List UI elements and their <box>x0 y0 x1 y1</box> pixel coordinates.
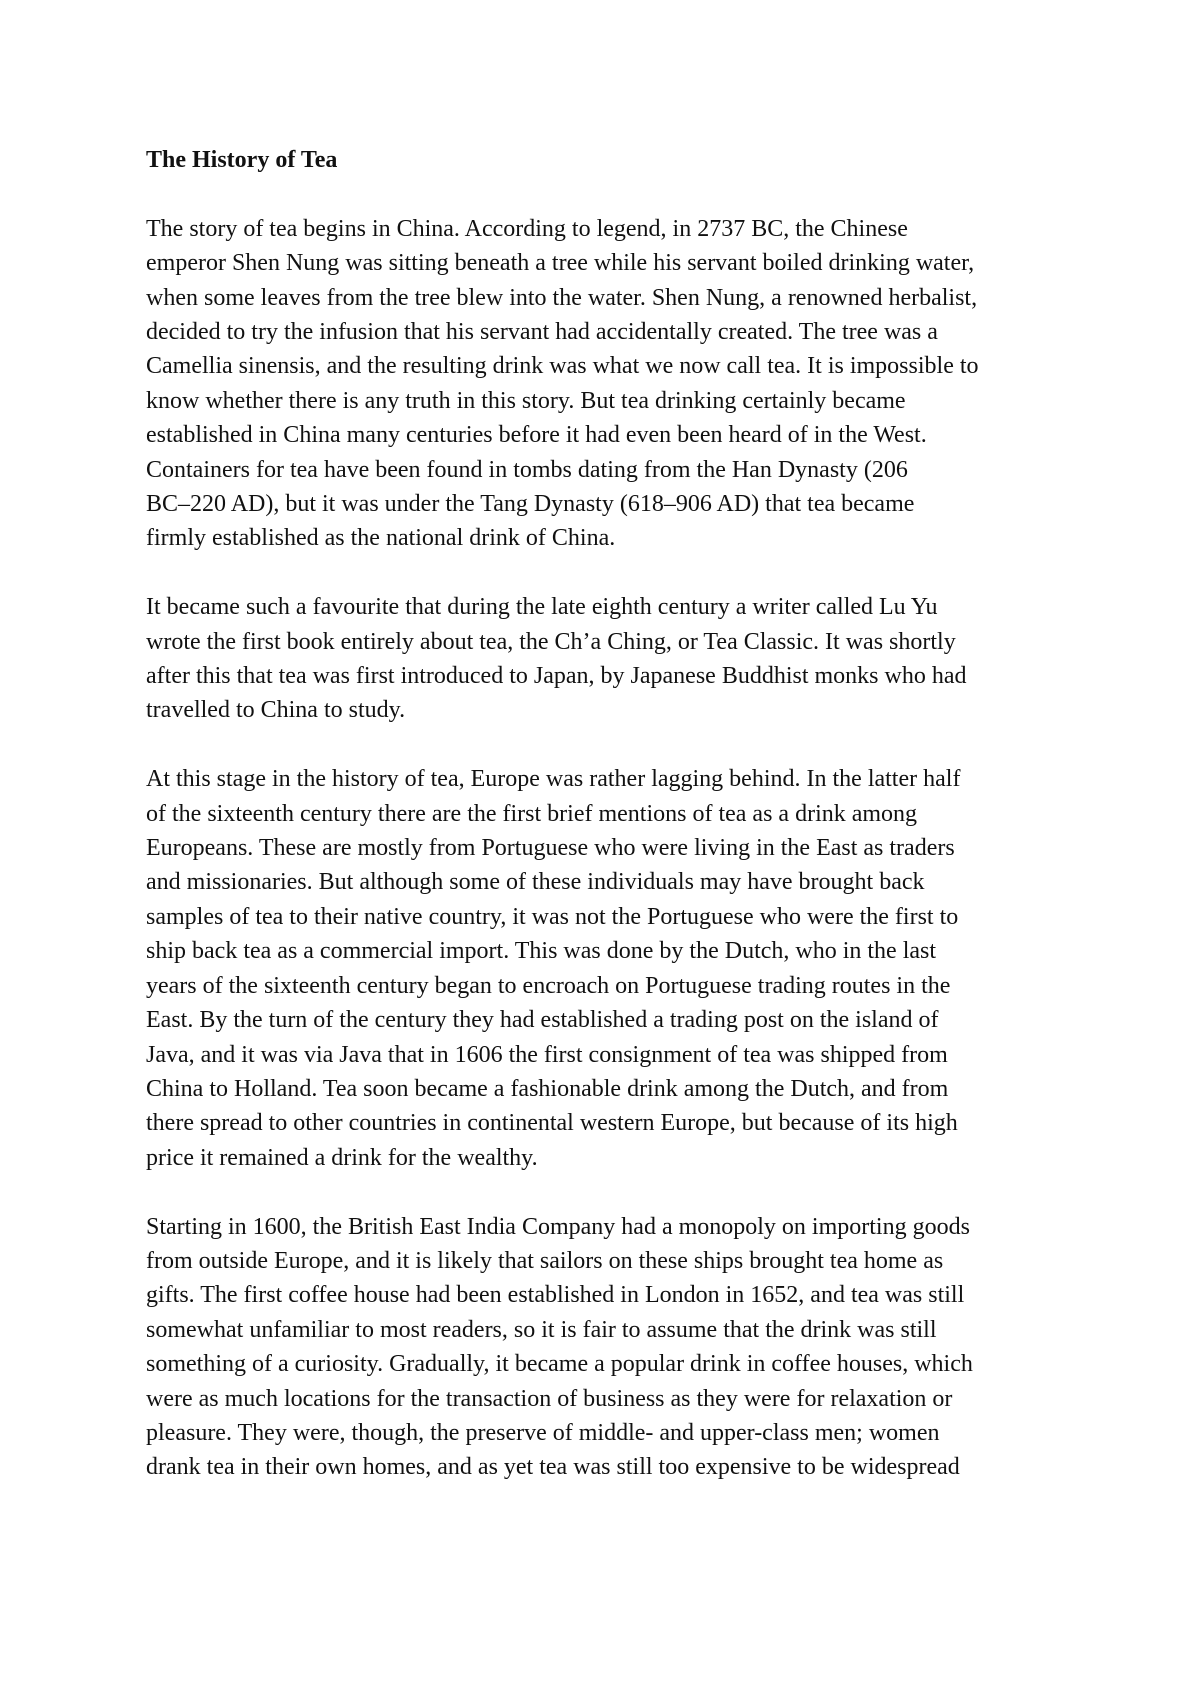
text-line: Java, and it was via Java that in 1606 the first consignment of tea was shipped from <box>146 1041 948 1068</box>
text-line: Camellia sinensis, and the resulting drink was what we now call tea. It is impossible to <box>146 353 979 380</box>
document-title: The History of Tea <box>146 147 338 173</box>
text-line: China to Holland. Tea soon became a fashionable drink among the Dutch, and from <box>146 1075 949 1102</box>
text-line: established in China many centuries before it had even been heard of in the West. <box>146 422 927 449</box>
text-line: travelled to China to study. <box>146 697 406 724</box>
text-line: years of the sixteenth century began to encroach on Portuguese trading routes in the <box>146 972 951 999</box>
text-line: ship back tea as a commercial import. This was done by the Dutch, who in the last <box>146 938 937 965</box>
text-line: It became such a favourite that during the late eighth century a writer called Lu Yu <box>146 594 938 621</box>
text-line: drank tea in their own homes, and as yet tea was still too expensive to be widespread <box>146 1454 960 1481</box>
text-line: after this that tea was first introduced to Japan, by Japanese Buddhist monks who had <box>146 663 967 690</box>
text-line: BC–220 AD), but it was under the Tang Dynasty (618–906 AD) that tea became <box>146 491 915 518</box>
text-line: The story of tea begins in China. According to legend, in 2737 BC, the Chinese <box>146 215 908 242</box>
document-body <box>146 143 1066 1519</box>
text-line: from outside Europe, and it is likely that sailors on these ships brought tea home as <box>146 1247 944 1274</box>
text-line: gifts. The first coffee house had been established in London in 1652, and tea was still <box>146 1282 965 1309</box>
text-line: something of a curiosity. Gradually, it became a popular drink in coffee houses, which <box>146 1351 973 1378</box>
text-line: firmly established as the national drink of China. <box>146 525 616 552</box>
paragraph-1 <box>146 212 1066 556</box>
text-line: and missionaries. But although some of these individuals may have brought back <box>146 869 925 896</box>
text-line: emperor Shen Nung was sitting beneath a tree while his servant boiled drinking water, <box>146 250 975 277</box>
text-line: wrote the first book entirely about tea, the Ch’a Ching, or Tea Classic. It was shortly <box>146 628 956 655</box>
text-line: East. By the turn of the century they had established a trading post on the island of <box>146 1007 939 1034</box>
text-line: Starting in 1600, the British East India Company had a monopoly on importing goods <box>146 1213 970 1240</box>
text-line: of the sixteenth century there are the first brief mentions of tea as a drink among <box>146 800 918 827</box>
text-line: price it remained a drink for the wealthy. <box>146 1144 538 1171</box>
text-line: somewhat unfamiliar to most readers, so it is fair to assume that the drink was still <box>146 1316 937 1343</box>
text-line: pleasure. They were, though, the preserve of middle- and upper-class men; women <box>146 1419 940 1446</box>
text-line: Europeans. These are mostly from Portuguese who were living in the East as traders <box>146 835 955 862</box>
text-line: Containers for tea have been found in tombs dating from the Han Dynasty (206 <box>146 456 908 483</box>
text-line: decided to try the infusion that his servant had accidentally created. The tree was a <box>146 319 938 346</box>
text-line: know whether there is any truth in this story. But tea drinking certainly became <box>146 387 906 414</box>
text-line: were as much locations for the transaction of business as they were for relaxation or <box>146 1385 953 1412</box>
text-line: there spread to other countries in continental western Europe, but because of its high <box>146 1110 958 1137</box>
paragraph-2 <box>146 590 1066 728</box>
text-line: when some leaves from the tree blew into the water. Shen Nung, a renowned herbalist, <box>146 284 978 311</box>
paragraph-3 <box>146 762 1066 1175</box>
text-line: At this stage in the history of tea, Europe was rather lagging behind. In the latter half <box>146 766 961 793</box>
paragraph-4 <box>146 1210 1066 1485</box>
text-line: samples of tea to their native country, it was not the Portuguese who were the first to <box>146 903 959 930</box>
